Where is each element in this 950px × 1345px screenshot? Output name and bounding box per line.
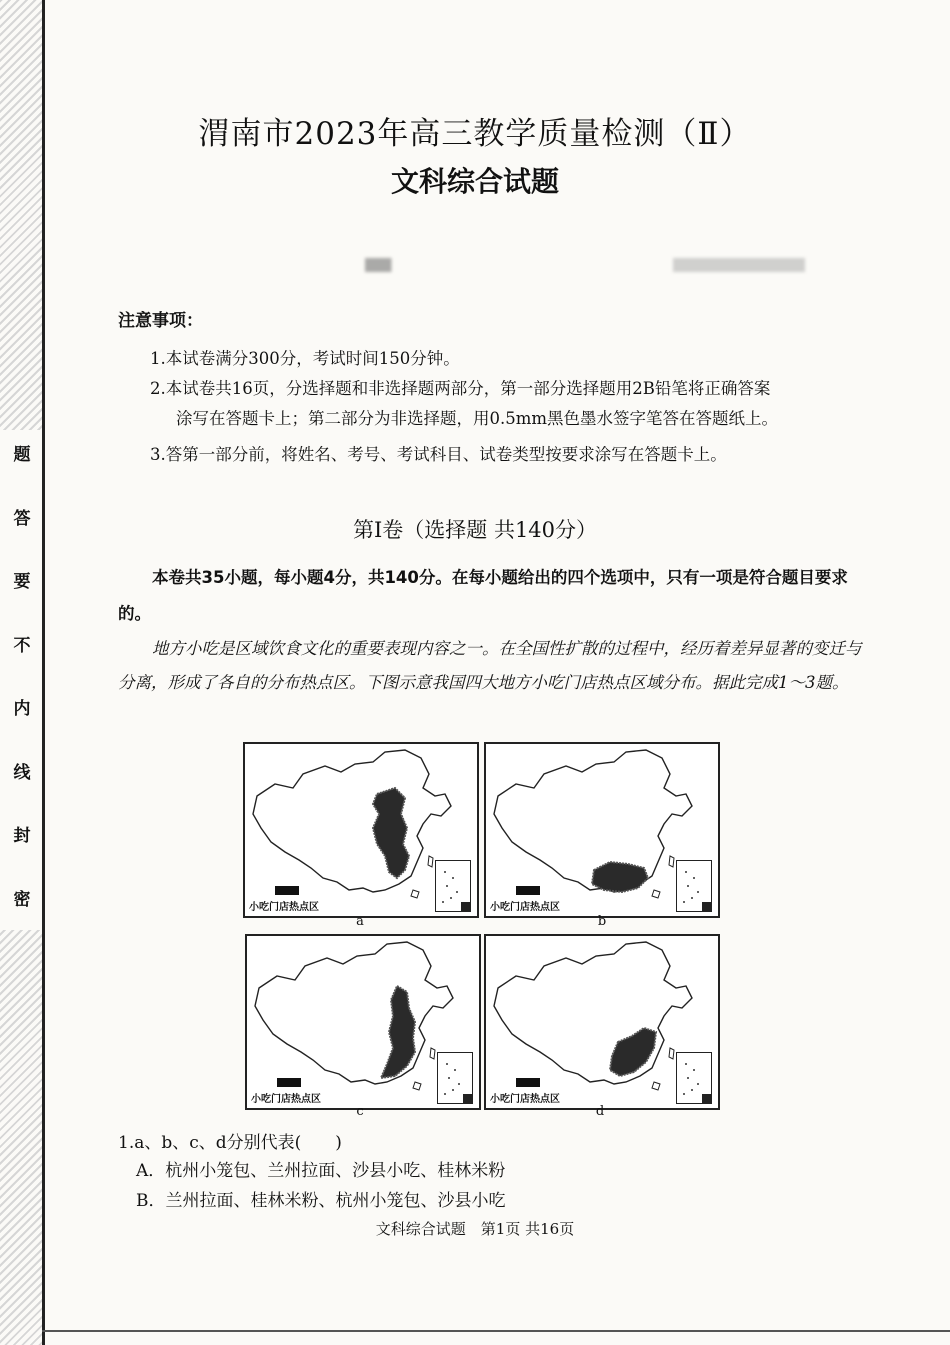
hainan-island xyxy=(652,1082,660,1090)
china-outline xyxy=(494,942,692,1084)
map-panel-label: d xyxy=(595,1104,605,1119)
seal-char: 线 xyxy=(13,762,31,783)
notice-item: 3.答第一部分前，将姓名、考号、考试科目、试卷类型按要求涂写在答题卡上。 xyxy=(150,445,727,464)
notice-item: 涂写在答题卡上；第二部分为非选择题，用0.5mm黑色墨水签字笔答在答题纸上。 xyxy=(176,409,779,428)
seal-line-text xyxy=(10,440,34,910)
legend-swatch xyxy=(275,886,299,895)
section-title: 第Ⅰ卷（选择题 共140分） xyxy=(352,518,598,542)
legend-label: 小吃门店热点区 xyxy=(249,902,319,913)
china-outline xyxy=(255,942,453,1084)
south-china-sea-inset xyxy=(437,1052,473,1104)
map-panel xyxy=(484,934,720,1110)
map-panel xyxy=(484,742,720,918)
south-china-sea-inset xyxy=(676,860,712,912)
south-china-sea-inset xyxy=(676,1052,712,1104)
legend-label: 小吃门店热点区 xyxy=(490,1094,560,1105)
option-a[interactable]: A．杭州小笼包、兰州拉面、沙县小吃、桂林米粉 xyxy=(136,1161,506,1181)
hainan-island xyxy=(652,890,660,898)
map-panel xyxy=(245,934,481,1110)
exam-title: 渭南市2023年高三教学质量检测（Ⅱ） xyxy=(198,116,752,152)
seal-char: 不 xyxy=(13,635,31,656)
notice-item: 1.本试卷满分300分，考试时间150分钟。 xyxy=(150,349,460,368)
taiwan-island xyxy=(430,1048,435,1059)
legend-label: 小吃门店热点区 xyxy=(490,902,560,913)
map-panel-label: a xyxy=(356,914,364,929)
page-footer: 文科综合试题 第1页 共16页 xyxy=(375,1220,575,1238)
notice-item: 2.本试卷共16页，分选择题和非选择题两部分，第一部分选择题用2B铅笔将正确答案 xyxy=(150,379,771,398)
section-instruction: 本卷共35小题，每小题4分，共140分。在每小题给出的四个选项中，只有一项是符合题目要求的。 xyxy=(118,568,848,623)
hainan-island xyxy=(411,890,419,898)
map-panel xyxy=(243,742,479,918)
legend-label: 小吃门店热点区 xyxy=(251,1094,321,1105)
passage-text: 地方小吃是区域饮食文化的重要表现内容之一。在全国性扩散的过程中，经历着差异显著的变迁与分离，形成了各自的分布热点区。下图示意我国四大地方小吃门店热点区域分布。据此完成1～3题。 xyxy=(118,639,862,692)
seal-char: 题 xyxy=(13,445,31,465)
china-outline xyxy=(253,750,451,892)
seal-char: 密 xyxy=(13,889,31,910)
taiwan-island xyxy=(669,1048,674,1059)
question-stem: 1.a、b、c、d分别代表( ) xyxy=(118,1133,342,1153)
seal-char: 封 xyxy=(13,826,31,847)
legend-swatch xyxy=(516,1078,540,1087)
legend-swatch xyxy=(277,1078,301,1087)
seal-char: 内 xyxy=(13,699,31,720)
hainan-island xyxy=(413,1082,421,1090)
seal-char: 答 xyxy=(13,508,31,529)
map-panel-label: c xyxy=(356,1104,364,1119)
exam-subtitle: 文科综合试题 xyxy=(390,165,559,198)
scan-artifact xyxy=(365,258,805,272)
notice-heading: 注意事项： xyxy=(118,311,203,331)
south-china-sea-inset xyxy=(435,860,471,912)
bottom-rule xyxy=(42,1330,950,1332)
binding-line xyxy=(42,0,45,1345)
map-panel-label: b xyxy=(597,914,607,929)
seal-char: 要 xyxy=(13,572,31,593)
option-b[interactable]: B．兰州拉面、桂林米粉、杭州小笼包、沙县小吃 xyxy=(136,1191,506,1211)
legend-swatch xyxy=(516,886,540,895)
taiwan-island xyxy=(428,856,433,867)
taiwan-island xyxy=(669,856,674,867)
